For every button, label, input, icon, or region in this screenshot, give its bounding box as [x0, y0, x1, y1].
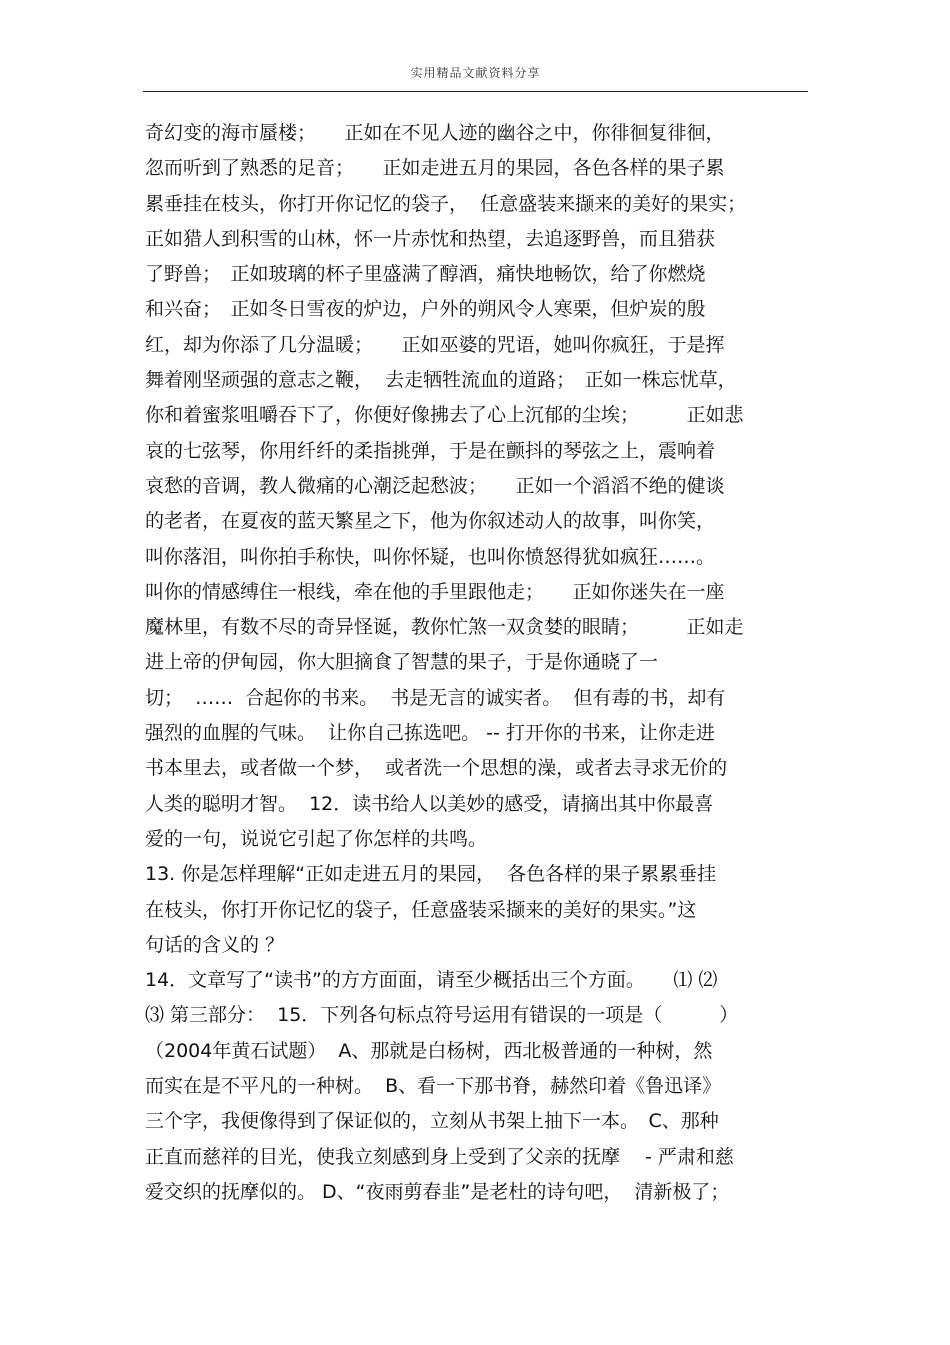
- text-line: 正如猎人到积雪的山林，怀一片赤忱和热望，去追逐野兽，而且猎获: [145, 227, 716, 250]
- text-line: 舞着刚坚顽强的意志之鞭， 去走牺牲流血的道路； 正如一株忘忧草，: [145, 369, 737, 392]
- text-line: 你和着蜜浆咀嚼吞下了，你便好像拂去了心上沉郁的尘埃； 正如悲: [145, 404, 744, 427]
- question-line: 在枝头，你打开你记忆的袋子，任意盛装采撷来的美好的果实。”这: [145, 898, 697, 921]
- document-body: [145, 116, 815, 1210]
- question-line: （2004年黄石试题） A、那就是白杨树，西北极普通的一种树，然: [145, 1039, 713, 1062]
- text-line: 和兴奋； 正如冬日雪夜的炉边，户外的朔风令人寒栗，但炉炭的殷: [145, 298, 706, 321]
- header-divider: [143, 91, 808, 92]
- question-line: 而实在是不平凡的一种树。 B、看一下那书脊，赫然印着《鲁迅译》: [145, 1075, 722, 1098]
- text-line: 哀愁的音调，教人微痛的心潮泛起愁波； 正如一个滔滔不绝的健谈: [145, 474, 725, 497]
- question-line: 13. 你是怎样理解“正如走进五月的果园， 各色各样的果子累累垂挂: [145, 863, 717, 886]
- text-line: 强烈的血腥的气味。 让你自己拣选吧。 -- 打开你的书来，让你走进: [145, 722, 715, 745]
- text-line: 哀的七弦琴，你用纤纤的柔指挑弹，于是在颤抖的琴弦之上，震响着: [145, 439, 716, 462]
- text-line: 了野兽； 正如玻璃的杯子里盛满了醇酒，痛快地畅饮，给了你燃烧: [145, 263, 706, 286]
- text-line: 奇幻变的海市蜃楼； 正如在不见人迹的幽谷之中，你徘徊复徘徊，: [145, 122, 725, 144]
- text-line: 切； …… 合起你的书来。 书是无言的诚实者。 但有毒的书，却有: [145, 686, 726, 709]
- question-line: 正直而慈祥的目光，使我立刻感到身上受到了父亲的抚摩 - 严肃和慈: [145, 1145, 734, 1168]
- text-line: 累垂挂在枝头，你打开你记忆的袋子， 任意盛装来撷来的美好的果实；: [145, 192, 747, 215]
- text-line: 人类的聪明才智。 12．读书给人以美妙的感受，请摘出其中你最喜: [145, 792, 714, 815]
- text-line: 叫你落泪，叫你拍手称快，叫你怀疑，也叫你愤怒得犹如疯狂……。: [145, 545, 716, 568]
- text-line: 爱的一句，说说它引起了你怎样的共鸣。: [145, 827, 488, 850]
- page-header: 实用精品文献资料分享: [410, 66, 541, 80]
- text-line: 进上帝的伊甸园，你大胆摘食了智慧的果子，于是你通晓了一: [145, 651, 659, 674]
- question-line: 句话的含义的 ？: [145, 933, 285, 956]
- question-line: 爱交织的抚摩似的。 D、“夜雨剪春韭”是老杜的诗句吧， 清新极了；: [145, 1180, 730, 1203]
- question-line: 14．文章写了“读书”的方方面面，请至少概括出三个方面。 ⑴ ⑵: [145, 969, 718, 992]
- question-line: ⑶ 第三部分： 15．下列各句标点符号运用有错误的一项是（ ）: [145, 1004, 739, 1027]
- text-line: 红，却为你添了几分温暖； 正如巫婆的咒语，她叫你疯狂，于是挥: [145, 333, 725, 356]
- text-line: 的老者，在夏夜的蓝天繁星之下，他为你叙述动人的故事，叫你笑，: [145, 510, 716, 533]
- text-line: 书本里去，或者做一个梦， 或者洗一个思想的澡，或者去寻求无价的: [145, 757, 728, 780]
- question-line: 三个字，我便像得到了保证似的，立刻从书架上抽下一本。 C、那种: [145, 1110, 719, 1133]
- text-line: 忽而听到了熟悉的足音； 正如走进五月的果园，各色各样的果子累: [145, 157, 725, 180]
- text-line: 叫你的情感缚住一根线，牵在他的手里跟他走； 正如你迷失在一座: [145, 580, 725, 603]
- text-line: 魔林里，有数不尽的奇异怪诞，教你忙煞一双贪婪的眼睛； 正如走: [145, 616, 744, 639]
